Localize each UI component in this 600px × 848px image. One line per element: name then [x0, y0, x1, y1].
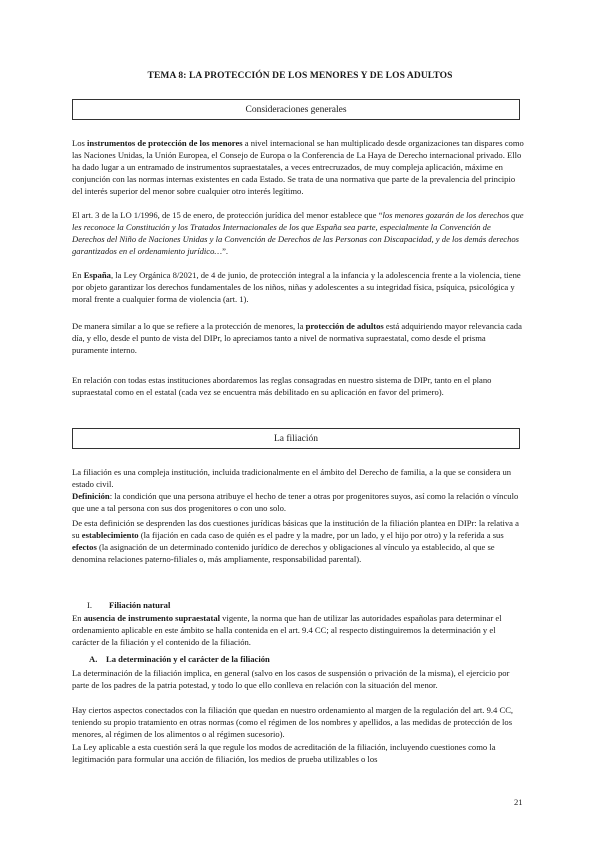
paragraph-no-supra-instrument [72, 613, 524, 649]
paragraph-institutions: En relación con todas estas instituciones abordaremos las reglas consagradas en nuestro sistema de DIPr, tanto en el plano supraestatal como en el estatal (cada vez se encuentra más debilitado en su aplicación en favor del primero). [72, 375, 492, 397]
paragraph-applicable-law: La Ley aplicable a esta cuestión será la que regule los modos de acreditación de la filiación, incluyendo cuestiones como la legitimación para formular una acción de filiación, los medios de prueba utilizables o los [72, 742, 496, 764]
p9-post: vigente, la norma que han de utilizar las autoridades españolas para determinar el ordenamiento aplicable en este ámbito se halla contenida en el art. 9.4 CC; al respecto distinguiremos la determinación y el carácter de la filiación y el contenido de la filiación. [72, 613, 502, 647]
p8-bold1: establecimiento [81, 529, 139, 540]
heading-determination [89, 654, 270, 666]
p8-mid: (la fijación en cada caso de quién es el padre y la madre, por un lado, y el hijo por otro) y la referida a sus [138, 529, 504, 540]
page-title: TEMA 8: LA PROTECCIÓN DE LOS MENORES Y DE LOS ADULTOS [147, 71, 453, 81]
paragraph-lo-1996 [72, 210, 524, 258]
p8-bold2: efectos [72, 541, 97, 552]
p2-post: ”. [222, 245, 229, 256]
p4-post: está adquiriendo mayor relevancia cada día, y ello, desde el punto de vista del DIPr, lo apreciamos tanto a nivel de normativa supraestatal, como desde el prisma puramente interno. [72, 321, 522, 355]
paragraph-spain-law [72, 270, 524, 306]
paragraph-adult-protection [72, 321, 524, 357]
heading2-number: A. [89, 654, 98, 664]
heading2-label: La determinación y el carácter de la filiación [106, 654, 270, 664]
paragraph-determination: La determinación de la filiación implica, en general (salvo en los casos de suspensión o privación de la misma), el ejercicio por parte de los padres de la patria potestad, y todo lo que ello conlleva en relación con la situación del menor. [72, 668, 510, 690]
paragraph-legal-questions [72, 518, 524, 566]
page-number: 21 [514, 797, 523, 807]
paragraph-definition [72, 491, 524, 515]
paragraph-filiation-intro: La filiación es una compleja institución, incluida tradicionalmente en el ámbito del Derecho de familia, a la que se considera un estado civil. [72, 467, 512, 489]
p4-bold: protección de adultos [305, 321, 384, 331]
p8-pre: De esta definición se desprenden las dos cuestiones jurídicas básicas que la institución de la filiación plantea en DIPr: la relativa a su [72, 518, 519, 540]
heading-natural-filiation [87, 600, 170, 612]
p3-bold: España [83, 270, 111, 280]
p1-pre: Los [72, 138, 88, 148]
paragraph-instruments [72, 138, 524, 198]
p2-pre: El art. 3 de la LO 1/1996, de 15 de enero, de protección jurídica del menor establece que “ [72, 210, 383, 220]
p7-bold: Definición [72, 491, 110, 501]
p2-italic: los menores gozarán de los derechos que les reconoce la Constitución y los Tratados Internacionales de los que España sea parte, especialmente la Convención de Derechos del Niño de Naciones Unidas y la Convención de Derechos de las Personas con Discapacidad, y de los demás derechos garantizados en el ordenamiento jurídico… [72, 210, 524, 256]
heading1-label: Filiación natural [109, 600, 171, 610]
p1-bold: instrumentos de protección de los menores [87, 138, 243, 148]
p4-pre: De manera similar a lo que se refiere a la protección de menores, la [72, 321, 306, 331]
p1-post: a nivel internacional se han multiplicado desde organizaciones tan dispares como las Naciones Unidas, la Unión Europea, el Consejo de Europa o la Conferencia de La Haya de Derecho internacional privado. Ello ha dado lugar a un entramado de instrumentos supraestatales, a veces entrecruzados, de muy compleja aplicación, máxime en conjunción con las normas internas existentes en cada Estado. Se trata de una normativa que parte de la prevalencia del principio del interés superior del menor sobre cualquier otro interés legítimo. [72, 138, 524, 196]
p3-pre: En [72, 270, 84, 280]
paragraph-other-aspects: Hay ciertos aspectos conectados con la filiación que quedan en nuestro ordenamiento al margen de la regulación del art. 9.4 CC, teniendo su propio tratamiento en otras normas (como el régimen de los nombres y apellidos, a las medidas de protección de los menores, al régimen de los alimentos o al régimen sucesorio). [72, 705, 514, 739]
section-box-filiation: La filiación [72, 428, 520, 449]
p9-pre: En [72, 613, 84, 623]
p9-bold: ausencia de instrumento supraestatal [83, 613, 221, 623]
p7-post: : la condición que una persona atribuye el hecho de tener a otras por progenitores suyos, así como la relación o vínculo que une a tal persona con sus dos progenitores o con uno solo. [72, 491, 519, 513]
section-box-general: Consideraciones generales [72, 99, 520, 120]
p8-post: (la asignación de un determinado contenido jurídico de derechos y obligaciones al vínculo ya establecido, al que se denomina relaciones paterno-filiales o, más ampliamente, responsabilidad parental). [72, 541, 495, 564]
heading1-number: I. [87, 600, 93, 610]
p3-post: , la Ley Orgánica 8/2021, de 4 de junio, de protección integral a la infancia y la adolescencia frente a la violencia, tiene por objeto garantizar los derechos fundamentales de los niños, niñas y adolescentes a su integridad física, psíquica, psicológica y moral frente a cualquier forma de violencia (art. 1). [72, 270, 521, 304]
